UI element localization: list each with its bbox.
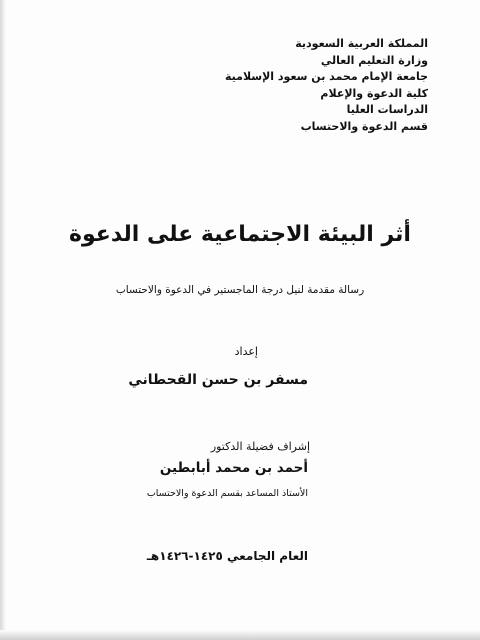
ministry-line: وزارة التعليم العالي — [320, 53, 428, 67]
scan-shadow-left — [0, 0, 6, 640]
supervisor-title: الأستاذ المساعد بقسم الدعوة والاحتساب — [146, 488, 308, 499]
thesis-title: أثر البيئة الاجتماعية على الدعوة — [69, 222, 411, 247]
prepared-by-label: إعداد — [234, 345, 258, 358]
college-line: كلية الدعوة والإعلام — [320, 86, 428, 100]
scan-shadow-bottom — [0, 630, 480, 640]
supervision-label: إشراف فضيلة الدكتور — [210, 440, 310, 453]
author-name: مسفر بن حسن القحطاني — [128, 372, 308, 388]
department-line: قسم الدعوة والاحتساب — [300, 119, 428, 133]
thesis-subtitle: رسالة مقدمة لنيل درجة الماجستير في الدعوة والاحتساب — [115, 284, 365, 296]
graduate-studies-line: الدراسات العليا — [346, 103, 428, 116]
country-line: المملكة العربية السعودية — [295, 37, 428, 50]
university-line: جامعة الإمام محمد بن سعود الإسلامية — [224, 70, 428, 83]
supervisor-name: أحمد بن محمد أبابطين — [159, 460, 308, 476]
academic-year: العام الجامعي ١٤٢٥-١٤٢٦هـ — [146, 549, 308, 563]
institution-header — [188, 36, 428, 135]
